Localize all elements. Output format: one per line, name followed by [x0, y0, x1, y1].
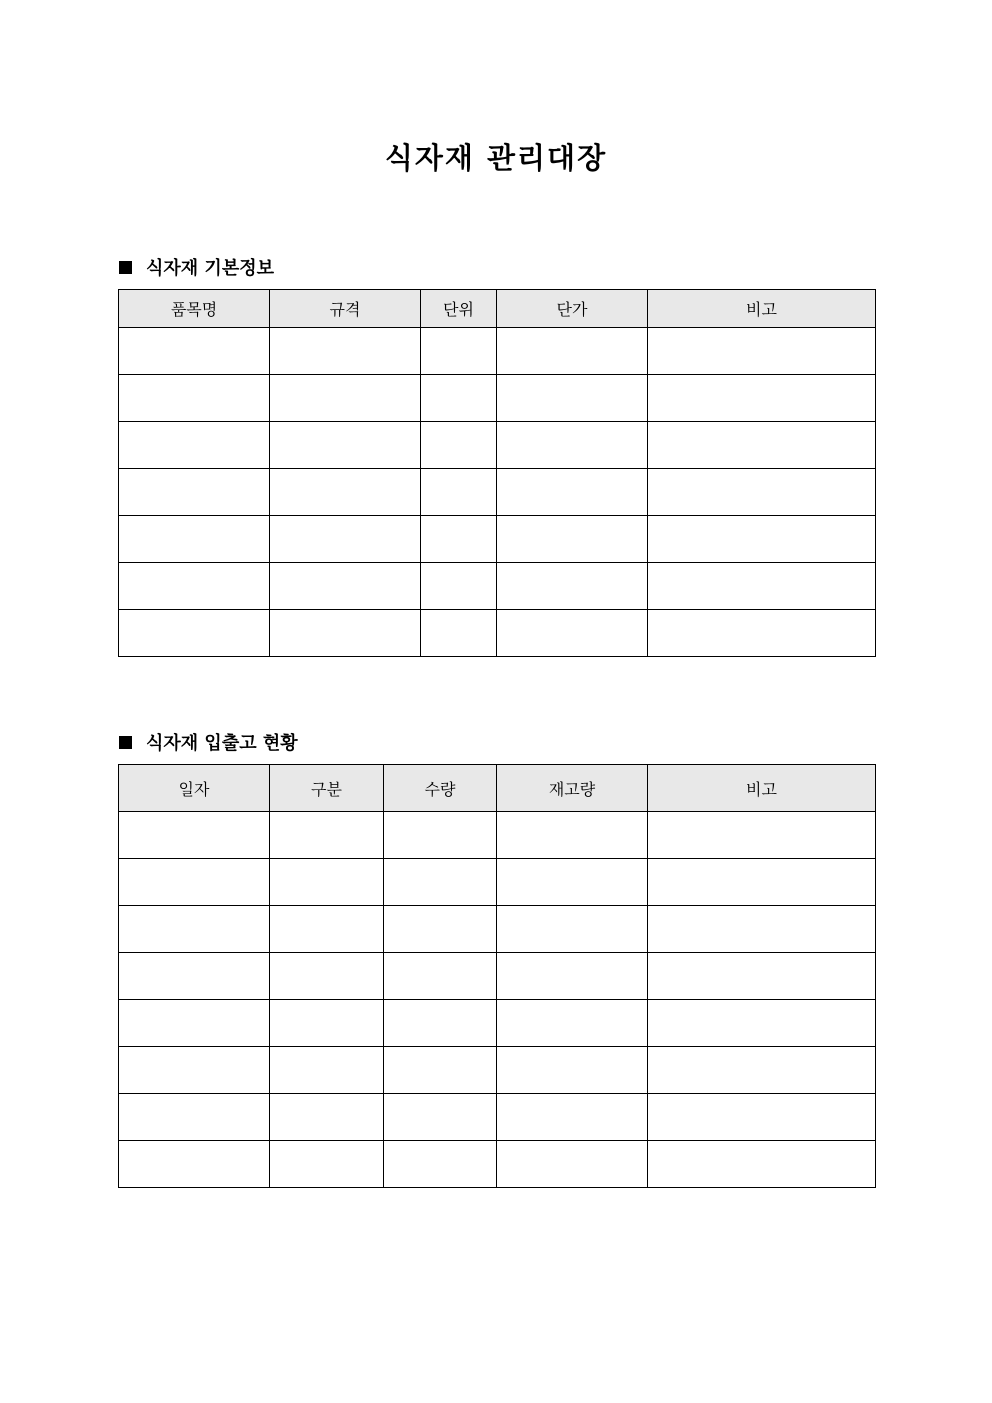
- table-cell[interactable]: [384, 1047, 497, 1094]
- table-cell[interactable]: [119, 516, 270, 563]
- column-header-spec: 규격: [270, 290, 421, 328]
- table-cell[interactable]: [270, 1047, 384, 1094]
- table-cell[interactable]: [119, 1047, 270, 1094]
- table-cell[interactable]: [497, 812, 648, 859]
- table-cell[interactable]: [119, 563, 270, 610]
- table-cell[interactable]: [497, 859, 648, 906]
- table-cell[interactable]: [119, 1141, 270, 1188]
- table-cell[interactable]: [270, 812, 384, 859]
- table-cell[interactable]: [648, 610, 876, 657]
- table-row: [119, 1141, 876, 1188]
- column-header-stock: 재고량: [497, 765, 648, 812]
- section-heading-label: 식자재 입출고 현황: [146, 733, 298, 754]
- table-cell[interactable]: [421, 610, 497, 657]
- table-cell[interactable]: [648, 953, 876, 1000]
- table-cell[interactable]: [497, 375, 648, 422]
- section-heading-inout-status: [119, 729, 298, 755]
- table-cell[interactable]: [270, 906, 384, 953]
- table-row: [119, 953, 876, 1000]
- table-row: [119, 812, 876, 859]
- column-header-unit-price: 단가: [497, 290, 648, 328]
- table-cell[interactable]: [497, 953, 648, 1000]
- table-row: [119, 375, 876, 422]
- table-row: [119, 1000, 876, 1047]
- table-cell[interactable]: [384, 812, 497, 859]
- table-cell[interactable]: [270, 516, 421, 563]
- table-cell[interactable]: [119, 859, 270, 906]
- table-cell[interactable]: [497, 1047, 648, 1094]
- table-row: [119, 563, 876, 610]
- table-cell[interactable]: [270, 1094, 384, 1141]
- table-cell[interactable]: [119, 1000, 270, 1047]
- table-cell[interactable]: [648, 1047, 876, 1094]
- table-cell[interactable]: [384, 859, 497, 906]
- table-cell[interactable]: [119, 328, 270, 375]
- table-row: [119, 516, 876, 563]
- table-row: [119, 328, 876, 375]
- table-row: [119, 610, 876, 657]
- table-row: [119, 422, 876, 469]
- table-cell[interactable]: [270, 375, 421, 422]
- table-cell[interactable]: [384, 1141, 497, 1188]
- table-header-row: [119, 765, 876, 812]
- table-cell[interactable]: [119, 1094, 270, 1141]
- column-header-unit: 단위: [421, 290, 497, 328]
- table-cell[interactable]: [421, 328, 497, 375]
- table-cell[interactable]: [648, 375, 876, 422]
- table-cell[interactable]: [497, 563, 648, 610]
- table-cell[interactable]: [497, 1141, 648, 1188]
- table-cell[interactable]: [648, 1141, 876, 1188]
- table-cell[interactable]: [421, 516, 497, 563]
- basic-info-table: [118, 289, 876, 657]
- table-row: [119, 469, 876, 516]
- table-cell[interactable]: [648, 812, 876, 859]
- table-cell[interactable]: [270, 328, 421, 375]
- table-cell[interactable]: [421, 375, 497, 422]
- table-cell[interactable]: [497, 328, 648, 375]
- table-cell[interactable]: [270, 953, 384, 1000]
- table-cell[interactable]: [648, 328, 876, 375]
- table-cell[interactable]: [497, 469, 648, 516]
- inout-table-body: [119, 812, 876, 1188]
- table-cell[interactable]: [270, 1141, 384, 1188]
- table-cell[interactable]: [384, 953, 497, 1000]
- table-cell[interactable]: [119, 953, 270, 1000]
- document-title: 식자재 관리대장: [384, 141, 608, 175]
- black-square-bullet-icon: [119, 736, 132, 749]
- table-cell[interactable]: [270, 469, 421, 516]
- table-cell[interactable]: [497, 422, 648, 469]
- table-cell[interactable]: [270, 1000, 384, 1047]
- table-cell[interactable]: [648, 859, 876, 906]
- table-cell[interactable]: [421, 469, 497, 516]
- table-cell[interactable]: [648, 1000, 876, 1047]
- inout-status-table: [118, 764, 876, 1188]
- table-cell[interactable]: [119, 906, 270, 953]
- table-cell[interactable]: [384, 1094, 497, 1141]
- section-heading-basic-info: [119, 254, 274, 280]
- table-cell[interactable]: [648, 422, 876, 469]
- column-header-date: 일자: [119, 765, 270, 812]
- table-cell[interactable]: [497, 1094, 648, 1141]
- table-cell[interactable]: [648, 516, 876, 563]
- table-cell[interactable]: [497, 1000, 648, 1047]
- table-cell[interactable]: [497, 516, 648, 563]
- table-cell[interactable]: [421, 563, 497, 610]
- table-cell[interactable]: [270, 563, 421, 610]
- table-cell[interactable]: [119, 812, 270, 859]
- table-cell[interactable]: [270, 422, 421, 469]
- table-cell[interactable]: [648, 469, 876, 516]
- table-row: [119, 859, 876, 906]
- table-cell[interactable]: [384, 1000, 497, 1047]
- table-cell[interactable]: [497, 906, 648, 953]
- table-cell[interactable]: [648, 1094, 876, 1141]
- black-square-bullet-icon: [119, 261, 132, 274]
- table-cell[interactable]: [648, 563, 876, 610]
- basic-info-table-body: [119, 328, 876, 657]
- table-cell[interactable]: [270, 859, 384, 906]
- column-header-quantity: 수량: [384, 765, 497, 812]
- table-cell[interactable]: [119, 469, 270, 516]
- column-header-remarks: 비고: [648, 290, 876, 328]
- table-cell[interactable]: [119, 422, 270, 469]
- table-row: [119, 1094, 876, 1141]
- column-header-item-name: 품목명: [119, 290, 270, 328]
- table-cell[interactable]: [421, 422, 497, 469]
- table-cell[interactable]: [384, 906, 497, 953]
- table-row: [119, 1047, 876, 1094]
- table-cell[interactable]: [648, 906, 876, 953]
- table-header-row: [119, 290, 876, 328]
- table-row: [119, 906, 876, 953]
- column-header-category: 구분: [270, 765, 384, 812]
- table-cell[interactable]: [119, 375, 270, 422]
- table-cell[interactable]: [270, 610, 421, 657]
- section-heading-label: 식자재 기본정보: [146, 258, 274, 279]
- table-cell[interactable]: [119, 610, 270, 657]
- table-cell[interactable]: [497, 610, 648, 657]
- column-header-remarks: 비고: [648, 765, 876, 812]
